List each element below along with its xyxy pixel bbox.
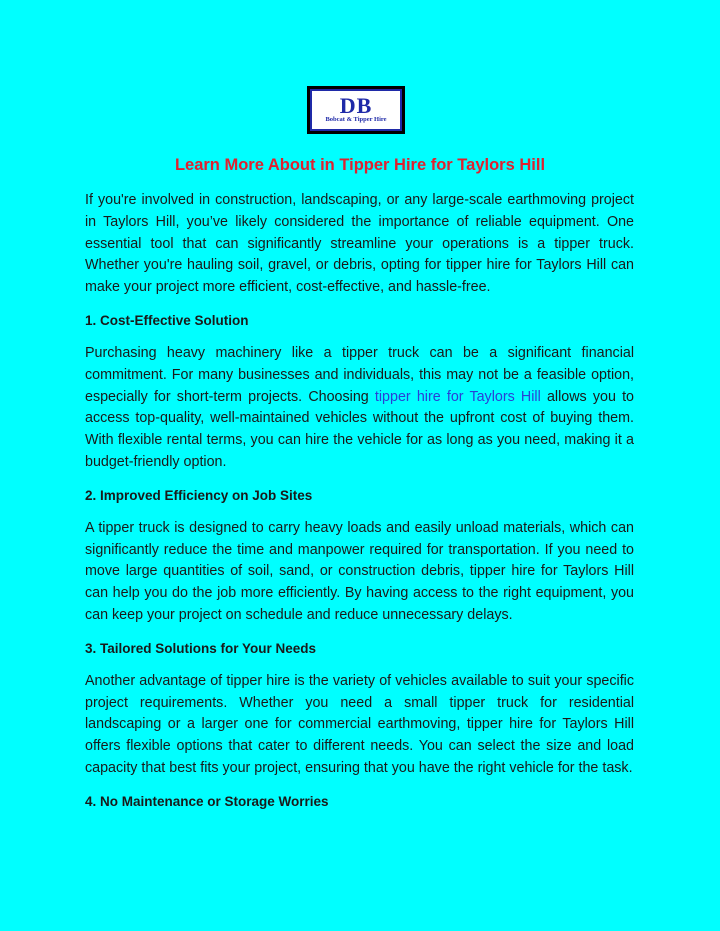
section-heading-efficiency: 2. Improved Efficiency on Job Sites [85,487,313,503]
cost-text-before-link: Purchasing heavy machinery like a tipper truck can be a significant financial commitment. For many businesses and individuals, this may not be a feasible option, especially for short-term projects. Choosing [85,344,634,405]
section-paragraph-cost [85,343,634,474]
section-heading-cost: 1. Cost-Effective Solution [85,312,249,328]
page-title: Learn More About in Tipper Hire for Taylors Hill [174,156,546,174]
logo-mark: DB [339,93,373,118]
tipper-hire-link[interactable]: tipper hire for Taylors Hill [374,388,541,405]
article-body [85,190,634,824]
section-paragraph-tailored: Another advantage of tipper hire is the variety of vehicles available to suit your specific project requirements. Whether you need a small tipper truck for residential landscaping or a larger one for commercial earthmoving, tipper hire for Taylors Hill offers flexible options that cater to different needs. You can select the size and load capacity that best fits your project, ensuring that you have the right vehicle for the task. [85,672,634,776]
section-heading-tailored: 3. Tailored Solutions for Your Needs [85,640,317,656]
section-paragraph-efficiency: A tipper truck is designed to carry heavy loads and easily unload materials, which can significantly reduce the time and manpower required for transportation. If you need to move large quantities of soil, sand, or construction debris, tipper hire for Taylors Hill can help you do the job more efficiently. By having access to the right equipment, you can keep your project on schedule and reduce unnecessary delays. [85,519,634,623]
company-logo [307,86,405,134]
cost-text-after-link: allows you to access top-quality, well-maintained vehicles without the upfront cost of buying them. With flexible rental terms, you can hire the vehicle for as long as you need, making it a budget-friendly option. [85,388,634,470]
logo-tagline: Bobcat & Tipper Hire [325,116,387,123]
logo-badge [310,89,402,131]
section-heading-maintenance: 4. No Maintenance or Storage Worries [85,793,329,809]
intro-paragraph: If you're involved in construction, landscaping, or any large-scale earthmoving project in Taylors Hill, you’ve likely considered the importance of reliable equipment. One essential tool that can significantly streamline your operations is a tipper truck. Whether you're hauling soil, gravel, or debris, opting for tipper hire for Taylors Hill can make your project more efficient, cost-effective, and hassle-free. [85,192,634,296]
